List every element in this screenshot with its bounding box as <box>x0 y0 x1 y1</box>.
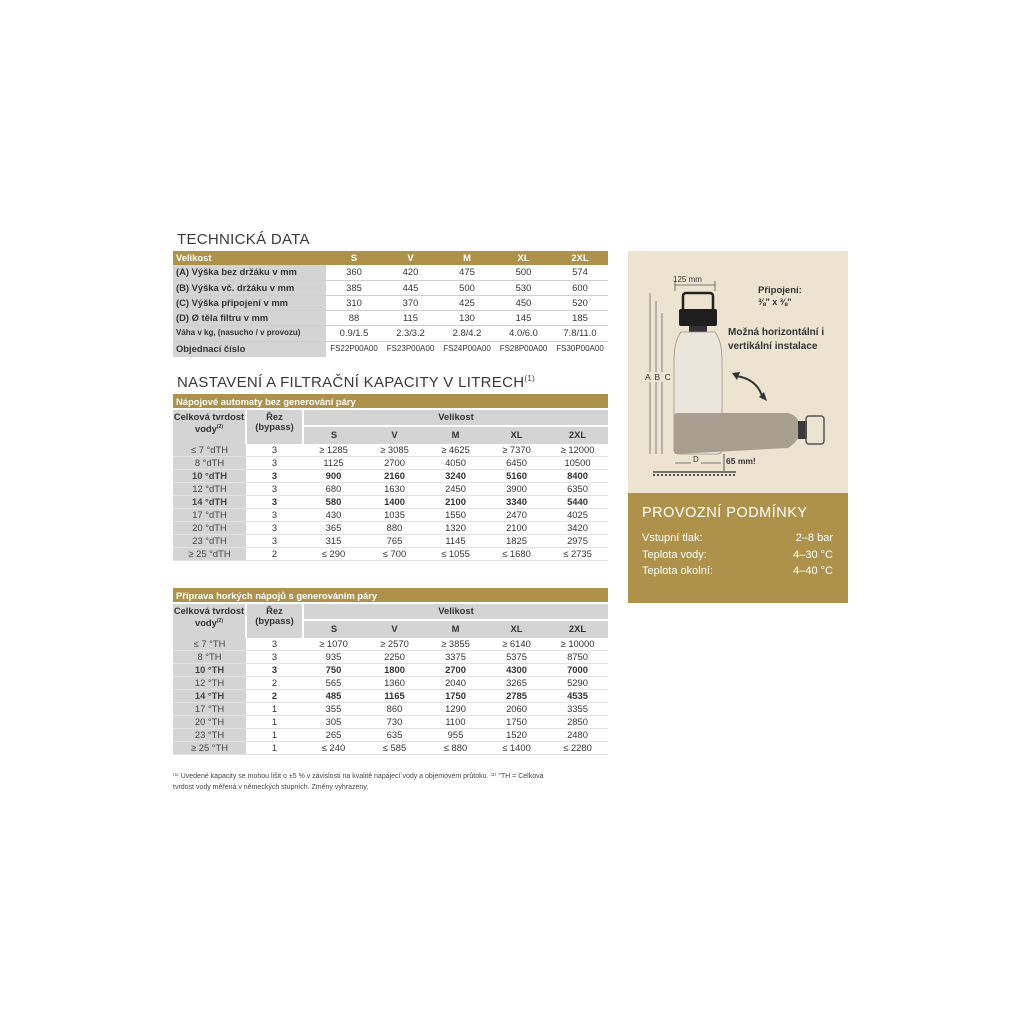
operating-conditions-panel <box>628 493 848 603</box>
capacity-cell: ≤ 880 <box>425 742 486 755</box>
tech-cell: FS28P00A00 <box>499 344 548 354</box>
table1-title: Nápojové automaty bez generování páry <box>173 394 608 408</box>
bypass-cell: 3 <box>246 457 303 470</box>
capacity-title <box>177 374 535 391</box>
table-row <box>173 716 608 729</box>
rotate-arrow-icon <box>736 376 763 399</box>
table2-hardness-header <box>173 604 246 638</box>
condition-label: Teplota vody: <box>642 548 707 561</box>
bypass-cell: 3 <box>246 509 303 522</box>
capacity-cell: ≤ 1400 <box>486 742 547 755</box>
bypass-cell: 2 <box>246 548 303 561</box>
tech-title: TECHNICKÁ DATA <box>177 231 310 248</box>
capacity-cell: 4300 <box>486 664 547 677</box>
tech-header-xl: XL <box>517 252 530 263</box>
tech-cell: 130 <box>459 311 475 323</box>
filter-neck <box>689 326 707 332</box>
hardness-cell: 8 °dTH <box>173 457 246 470</box>
tech-cell: 4.0/6.0 <box>509 327 538 338</box>
hardness-cell: 14 °dTH <box>173 496 246 509</box>
capacity-cell: 565 <box>303 677 364 690</box>
hardness-cell: 17 °dTH <box>173 509 246 522</box>
capacity-cell: ≥ 3855 <box>425 638 486 651</box>
capacity-cell: ≤ 1680 <box>486 548 547 561</box>
capacity-cell: 1360 <box>364 677 425 690</box>
capacity-cell: ≤ 2280 <box>547 742 608 755</box>
tech-header-size: Velikost <box>176 252 212 263</box>
tech-cell: 520 <box>572 296 588 308</box>
table2-size-xl: XL <box>486 620 547 638</box>
bypass-cell: 3 <box>246 638 303 651</box>
capacity-cell: ≤ 240 <box>303 742 364 755</box>
table1-body <box>173 444 608 561</box>
hardness-cell: 12 °dTH <box>173 483 246 496</box>
capacity-cell: 1320 <box>425 522 486 535</box>
condition-label: Teplota okolní: <box>642 565 713 577</box>
bypass-cell: 1 <box>246 729 303 742</box>
capacity-title-sup: (1) <box>524 374 536 383</box>
table-row <box>173 677 608 690</box>
capacity-cell: 635 <box>364 729 425 742</box>
table1-size-v: V <box>364 426 425 444</box>
tech-cell: 310 <box>346 296 362 308</box>
capacity-cell: 6350 <box>547 483 608 496</box>
capacity-cell: 1145 <box>425 535 486 548</box>
capacity-cell: ≥ 6140 <box>486 638 547 651</box>
table2-size-header: Velikost <box>303 604 608 620</box>
tech-row <box>173 280 608 295</box>
capacity-cell: 355 <box>303 703 364 716</box>
bypass-cell: 3 <box>246 664 303 677</box>
table-row <box>173 548 608 561</box>
table2-bypass-header: Řez (bypass) <box>246 604 303 638</box>
condition-row <box>642 547 833 564</box>
capacity-cell: 1290 <box>425 703 486 716</box>
bypass-cell: 3 <box>246 444 303 457</box>
connection-value: ⅜" x ⅜" <box>758 297 792 307</box>
hardness-cell: 14 °TH <box>173 690 246 703</box>
capacity-cell: 935 <box>303 651 364 664</box>
table-row <box>173 638 608 651</box>
tech-cell: 360 <box>346 266 362 278</box>
capacity-cell: 765 <box>364 535 425 548</box>
capacity-cell: 1550 <box>425 509 486 522</box>
table-row <box>173 664 608 677</box>
capacity-table-2 <box>173 588 608 755</box>
capacity-cell: 2100 <box>486 522 547 535</box>
capacity-cell: 305 <box>303 716 364 729</box>
capacity-cell: 4025 <box>547 509 608 522</box>
tech-cell: 445 <box>402 281 419 293</box>
hardness-cell: 17 °TH <box>173 703 246 716</box>
tech-cell: 530 <box>515 281 532 293</box>
tech-cell: 185 <box>572 311 588 323</box>
width-label: 125 mm <box>673 275 702 284</box>
bypass-cell: 1 <box>246 716 303 729</box>
table2-size-m: M <box>425 620 486 638</box>
tech-header-m: M <box>463 252 471 263</box>
table-row <box>173 444 608 457</box>
capacity-cell: ≥ 1070 <box>303 638 364 651</box>
capacity-cell: 5440 <box>547 496 608 509</box>
capacity-cell: 860 <box>364 703 425 716</box>
capacity-cell: 3355 <box>547 703 608 716</box>
tech-cell: FS22P00A00 <box>330 344 378 354</box>
capacity-cell: 1165 <box>364 690 425 703</box>
tech-row <box>173 265 608 280</box>
hardness-header-sup: (2) <box>216 424 223 430</box>
capacity-cell: 6450 <box>486 457 547 470</box>
tech-row-label: Váha v kg, (nasucho / v provozu) <box>173 325 326 341</box>
bypass-cell: 3 <box>246 651 303 664</box>
hardness-cell: ≥ 25 °dTH <box>173 548 246 561</box>
bypass-cell: 3 <box>246 535 303 548</box>
tech-cell: 7.8/11.0 <box>563 327 597 338</box>
capacity-cell: 955 <box>425 729 486 742</box>
table-row <box>173 470 608 483</box>
capacity-cell: 2100 <box>425 496 486 509</box>
capacity-title-text: NASTAVENÍ A FILTRAČNÍ KAPACITY V LITRECH <box>177 374 525 391</box>
table-row <box>173 457 608 470</box>
tech-cell: 385 <box>346 281 362 293</box>
hardness-cell: 23 °dTH <box>173 535 246 548</box>
hardness-cell: 23 °TH <box>173 729 246 742</box>
condition-value: 4–30 °C <box>793 548 833 561</box>
table2-title: Příprava horkých nápojů s generováním páry <box>173 588 608 602</box>
capacity-cell: 7000 <box>547 664 608 677</box>
table1-bypass-header: Řez (bypass) <box>246 410 303 444</box>
bypass-cell: 1 <box>246 742 303 755</box>
table1-size-m: M <box>425 426 486 444</box>
tech-cell: 115 <box>403 311 418 323</box>
capacity-cell: 2480 <box>547 729 608 742</box>
capacity-cell: 1630 <box>364 483 425 496</box>
capacity-cell: 3240 <box>425 470 486 483</box>
capacity-cell: ≤ 700 <box>364 548 425 561</box>
capacity-cell: 1825 <box>486 535 547 548</box>
capacity-cell: 2975 <box>547 535 608 548</box>
conditions-title: PROVOZNÍ PODMÍNKY <box>642 505 808 521</box>
tech-cell: 425 <box>459 296 475 308</box>
filter-body-horizontal <box>674 413 800 454</box>
table2-size-2xl: 2XL <box>547 620 608 638</box>
tech-row-label: (C) Výška připojení v mm <box>173 295 326 310</box>
capacity-cell: 8400 <box>547 470 608 483</box>
condition-value: 4–40 °C <box>793 565 833 577</box>
table1-size-xl: XL <box>486 426 547 444</box>
tech-cell: 475 <box>459 266 475 278</box>
tech-cell: FS23P00A00 <box>386 344 435 354</box>
capacity-cell: 2850 <box>547 716 608 729</box>
tech-header-row <box>173 251 608 265</box>
table1-size-2xl: 2XL <box>547 426 608 444</box>
capacity-cell: 485 <box>303 690 364 703</box>
bypass-cell: 3 <box>246 483 303 496</box>
install-line-1: Možná horizontální i <box>728 327 825 338</box>
tech-row <box>173 341 608 357</box>
table2-body <box>173 638 608 755</box>
condition-row <box>642 563 833 580</box>
condition-label: Vstupní tlak: <box>642 532 703 544</box>
table2-grid <box>173 604 608 755</box>
horizontal-filter-bracket <box>806 416 824 444</box>
hardness-header-text: Celková tvrdost vody <box>173 605 245 629</box>
capacity-cell: ≤ 585 <box>364 742 425 755</box>
capacity-cell: 3340 <box>486 496 547 509</box>
capacity-cell: 2785 <box>486 690 547 703</box>
capacity-cell: 3420 <box>547 522 608 535</box>
conditions-list <box>642 530 833 580</box>
tech-header-v: V <box>407 252 414 263</box>
tech-row-label: Objednací číslo <box>173 341 326 357</box>
capacity-cell: 2470 <box>486 509 547 522</box>
capacity-table-1 <box>173 394 608 561</box>
capacity-cell: 2700 <box>425 664 486 677</box>
tech-table <box>173 251 608 357</box>
filter-diagram-panel <box>628 251 848 493</box>
hardness-cell: ≤ 7 °TH <box>173 638 246 651</box>
capacity-cell: 5160 <box>486 470 547 483</box>
condition-value: 2–8 bar <box>795 532 833 544</box>
capacity-cell: 365 <box>303 522 364 535</box>
capacity-cell: ≥ 1285 <box>303 444 364 457</box>
tech-cell: 2.8/4.2 <box>452 327 482 338</box>
tech-row <box>173 295 608 310</box>
tech-header-s: S <box>350 252 358 263</box>
hardness-cell: 20 °TH <box>173 716 246 729</box>
table-row <box>173 651 608 664</box>
bypass-cell: 2 <box>246 690 303 703</box>
tech-header-2xl: 2XL <box>571 252 589 263</box>
tech-row <box>173 325 608 341</box>
table1-grid <box>173 410 608 561</box>
table1-size-header: Velikost <box>303 410 608 426</box>
condition-row <box>642 530 833 547</box>
capacity-cell: ≥ 4625 <box>425 444 486 457</box>
capacity-cell: 3375 <box>425 651 486 664</box>
capacity-cell: 10500 <box>547 457 608 470</box>
table-row <box>173 703 608 716</box>
capacity-cell: 2160 <box>364 470 425 483</box>
tech-row-label: (B) Výška vč. držáku v mm <box>173 280 326 295</box>
tech-cell: 0.9/1.5 <box>339 327 369 338</box>
tech-row-label: (A) Výška bez držáku v mm <box>173 265 326 280</box>
bypass-cell: 1 <box>246 703 303 716</box>
capacity-cell: 4535 <box>547 690 608 703</box>
tech-cell: 500 <box>515 266 532 278</box>
capacity-cell: 1100 <box>425 716 486 729</box>
capacity-cell: 1035 <box>364 509 425 522</box>
tech-row <box>173 310 608 325</box>
capacity-cell: ≥ 3085 <box>364 444 425 457</box>
capacity-cell: 3900 <box>486 483 547 496</box>
hardness-cell: 12 °TH <box>173 677 246 690</box>
capacity-cell: ≥ 2570 <box>364 638 425 651</box>
tech-cell: 2.3/3.2 <box>396 327 425 338</box>
capacity-cell: 2040 <box>425 677 486 690</box>
capacity-cell: 2250 <box>364 651 425 664</box>
capacity-cell: 5290 <box>547 677 608 690</box>
hardness-cell: 20 °dTH <box>173 522 246 535</box>
hardness-cell: 10 °TH <box>173 664 246 677</box>
capacity-cell: 1750 <box>486 716 547 729</box>
d-label: D <box>693 455 699 464</box>
bypass-cell: 2 <box>246 677 303 690</box>
hardness-cell: 10 °dTH <box>173 470 246 483</box>
capacity-cell: 8750 <box>547 651 608 664</box>
capacity-cell: ≤ 2735 <box>547 548 608 561</box>
capacity-cell: ≥ 7370 <box>486 444 547 457</box>
capacity-cell: 315 <box>303 535 364 548</box>
clearance-label: 65 mm! <box>726 456 756 466</box>
bypass-cell: 3 <box>246 496 303 509</box>
hardness-header-sup: (2) <box>216 618 223 624</box>
capacity-cell: ≤ 290 <box>303 548 364 561</box>
table-row <box>173 742 608 755</box>
table-row <box>173 522 608 535</box>
table-row <box>173 535 608 548</box>
tech-cell: 500 <box>459 281 475 293</box>
table2-size-v: V <box>364 620 425 638</box>
tech-cell: 450 <box>515 296 532 308</box>
install-line-2: vertikální instalace <box>728 341 818 352</box>
footnote-line-2: tvrdost vody měřená v německých stupních. Změny vyhrazeny. <box>173 784 369 791</box>
table-row <box>173 509 608 522</box>
table2-size-s: S <box>303 620 364 638</box>
capacity-cell: ≥ 10000 <box>547 638 608 651</box>
capacity-cell: 2450 <box>425 483 486 496</box>
capacity-cell: 1400 <box>364 496 425 509</box>
capacity-cell: ≤ 1055 <box>425 548 486 561</box>
tech-cell: 600 <box>572 281 588 293</box>
hardness-cell: ≤ 7 °dTH <box>173 444 246 457</box>
tech-cell: FS24P00A00 <box>443 344 491 354</box>
hardness-cell: 8 °TH <box>173 651 246 664</box>
capacity-cell: 4050 <box>425 457 486 470</box>
capacity-cell: 900 <box>303 470 364 483</box>
capacity-cell: 3265 <box>486 677 547 690</box>
abc-label: A B C <box>645 372 672 382</box>
hardness-header-text: Celková tvrdost vody <box>173 411 245 435</box>
table-row <box>173 496 608 509</box>
tech-row-label: (D) Ø těla filtru v mm <box>173 310 326 325</box>
connection-title: Připojení: <box>758 285 802 296</box>
bypass-cell: 3 <box>246 522 303 535</box>
capacity-cell: 1750 <box>425 690 486 703</box>
tech-cell: FS30P00A00 <box>556 344 604 354</box>
tech-cell: 88 <box>348 311 360 323</box>
capacity-cell: 880 <box>364 522 425 535</box>
footnote <box>173 771 613 793</box>
capacity-cell: 2700 <box>364 457 425 470</box>
tech-cell: 370 <box>402 296 419 308</box>
capacity-cell: 265 <box>303 729 364 742</box>
table-row <box>173 690 608 703</box>
capacity-cell: 430 <box>303 509 364 522</box>
capacity-cell: 5375 <box>486 651 547 664</box>
capacity-cell: 1125 <box>303 457 364 470</box>
filter-head <box>679 309 717 326</box>
bypass-cell: 3 <box>246 470 303 483</box>
capacity-cell: 1800 <box>364 664 425 677</box>
capacity-cell: 2060 <box>486 703 547 716</box>
hardness-cell: ≥ 25 °TH <box>173 742 246 755</box>
tech-cell: 145 <box>515 311 532 323</box>
capacity-cell: 1520 <box>486 729 547 742</box>
tech-cell: 574 <box>572 266 588 278</box>
footnote-line-1: ⁽¹⁾ Uvedené kapacity se mohou lišit o ±5 % v závislosti na kvalitě napájecí vody a objemovém průtoku. ⁽²⁾ °TH = Celková <box>173 773 544 780</box>
tech-cell: 420 <box>402 266 419 278</box>
table-row <box>173 729 608 742</box>
table1-size-s: S <box>303 426 364 444</box>
capacity-cell: 680 <box>303 483 364 496</box>
table1-hardness-header <box>173 410 246 444</box>
capacity-cell: 750 <box>303 664 364 677</box>
capacity-cell: 580 <box>303 496 364 509</box>
capacity-cell: 730 <box>364 716 425 729</box>
table-row <box>173 483 608 496</box>
capacity-cell: ≥ 12000 <box>547 444 608 457</box>
